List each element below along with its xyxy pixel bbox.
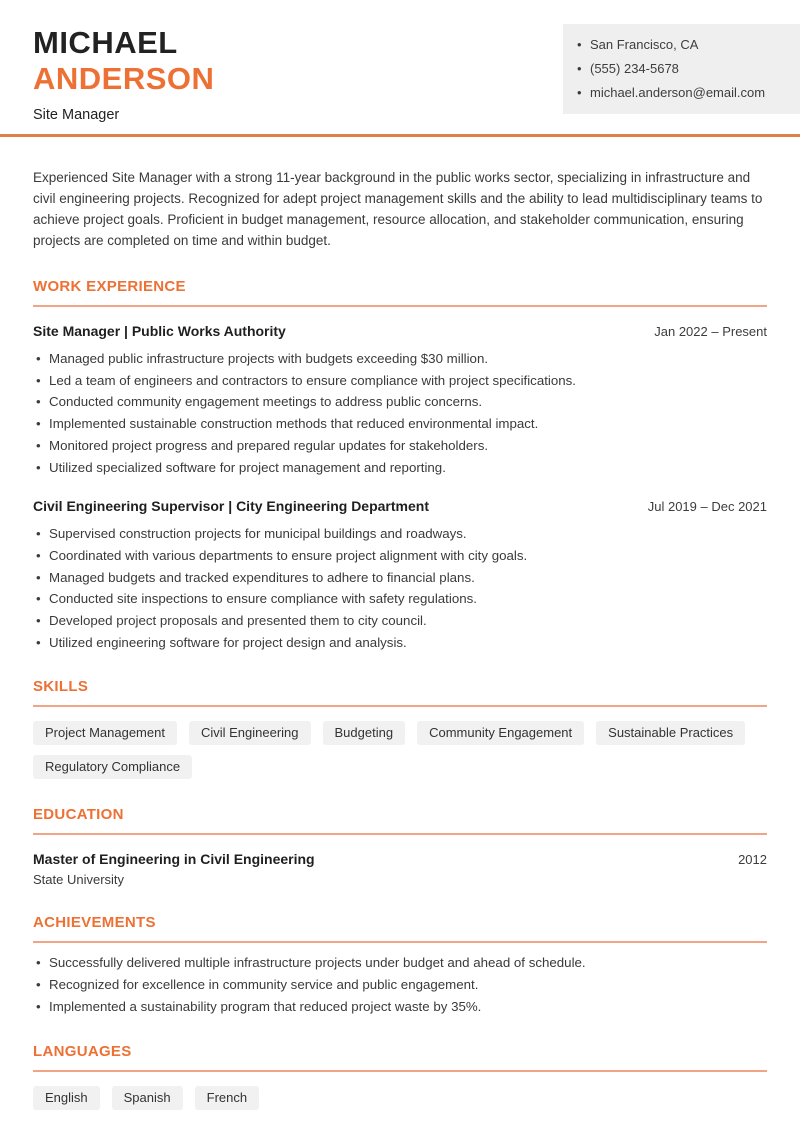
job-title-subtitle: Site Manager [33,107,120,123]
bullet-item: • Implemented sustainable construction methods that reduced environmental impact. [33,416,767,433]
last-name: ANDERSON [33,61,215,96]
bullet-item: • Conducted community engagement meetings to address public concerns. [33,394,767,411]
work-experience-heading: WORK EXPERIENCE [33,278,767,307]
education-header-row [33,851,767,867]
skill-chip: Budgeting [323,721,406,745]
bullet-item: • Supervised construction projects for municipal buildings and roadways. [33,526,767,543]
skills-chip-list [33,721,767,779]
job-bullet-list [33,526,767,651]
achievements-list [33,955,767,1015]
section-achievements [33,914,767,1015]
resume-body [0,167,800,1110]
section-work-experience [33,278,767,651]
resume-header [0,0,800,134]
job-dates: Jan 2022 – Present [654,324,767,339]
contact-card [563,24,800,114]
job-header-row [33,498,767,514]
contact-item-location: • San Francisco, CA [577,37,784,52]
contact-list [577,37,784,100]
bullet-item: • Monitored project progress and prepared regular updates for stakeholders. [33,438,767,455]
degree-name: Master of Engineering in Civil Engineering [33,851,315,868]
job-bullet-list [33,351,767,476]
skill-chip: Regulatory Compliance [33,755,192,779]
graduation-year: 2012 [738,852,767,868]
education-heading: EDUCATION [33,806,767,835]
bullet-item: • Managed budgets and tracked expenditures to adhere to financial plans. [33,570,767,587]
bullet-item: • Successfully delivered multiple infrastructure projects under budget and ahead of schedule. [33,955,767,972]
bullet-item: • Conducted site inspections to ensure compliance with safety regulations. [33,591,767,608]
bullet-item: • Led a team of engineers and contractors to ensure compliance with project specifications. [33,373,767,390]
skills-heading: SKILLS [33,678,767,707]
bullet-item: • Coordinated with various departments to ensure project alignment with city goals. [33,548,767,565]
bullet-item: • Implemented a sustainability program that reduced project waste by 35%. [33,999,767,1016]
languages-chip-list [33,1086,767,1110]
education-entry [33,851,767,887]
job-entry [33,323,767,476]
job-entry [33,498,767,651]
header-divider [0,134,800,137]
contact-item-phone: • (555) 234-5678 [577,61,784,76]
bullet-item: • Managed public infrastructure projects with budgets exceeding $30 million. [33,351,767,368]
bullet-item: • Utilized engineering software for project design and analysis. [33,635,767,652]
school-name: State University [33,872,125,888]
languages-heading: LANGUAGES [33,1043,767,1072]
job-dates: Jul 2019 – Dec 2021 [647,499,767,515]
language-chip: English [33,1086,100,1110]
skill-chip: Community Engagement [417,721,584,745]
section-languages [33,1043,767,1110]
section-education [33,806,767,887]
achievements-heading: ACHIEVEMENTS [33,914,767,943]
bullet-item: • Developed project proposals and presented them to city council. [33,613,767,630]
skill-chip: Civil Engineering [189,721,311,745]
language-chip: French [195,1086,259,1110]
first-name: MICHAEL [33,25,178,60]
job-title: Civil Engineering Supervisor | City Engineering Department [33,498,429,515]
language-chip: Spanish [112,1086,183,1110]
bullet-item: • Recognized for excellence in community service and public engagement. [33,977,767,994]
summary-paragraph: Experienced Site Manager with a strong 11-year background in the public works sector, specializing in infrastructure and civil engineering projects. Recognized for adept project management skills and the ability to lead multidisciplinary teams to achieve project goals. Proficient in budget management, resource allocation, and stakeholder communication, ensuring projects are completed on time and within budget. [33,170,763,248]
job-header-row [33,323,767,339]
section-skills [33,678,767,779]
contact-item-email: • michael.anderson@email.com [577,85,784,100]
skill-chip: Sustainable Practices [596,721,745,745]
bullet-item: • Utilized specialized software for project management and reporting. [33,460,767,477]
skill-chip: Project Management [33,721,177,745]
job-title: Site Manager | Public Works Authority [33,323,286,339]
